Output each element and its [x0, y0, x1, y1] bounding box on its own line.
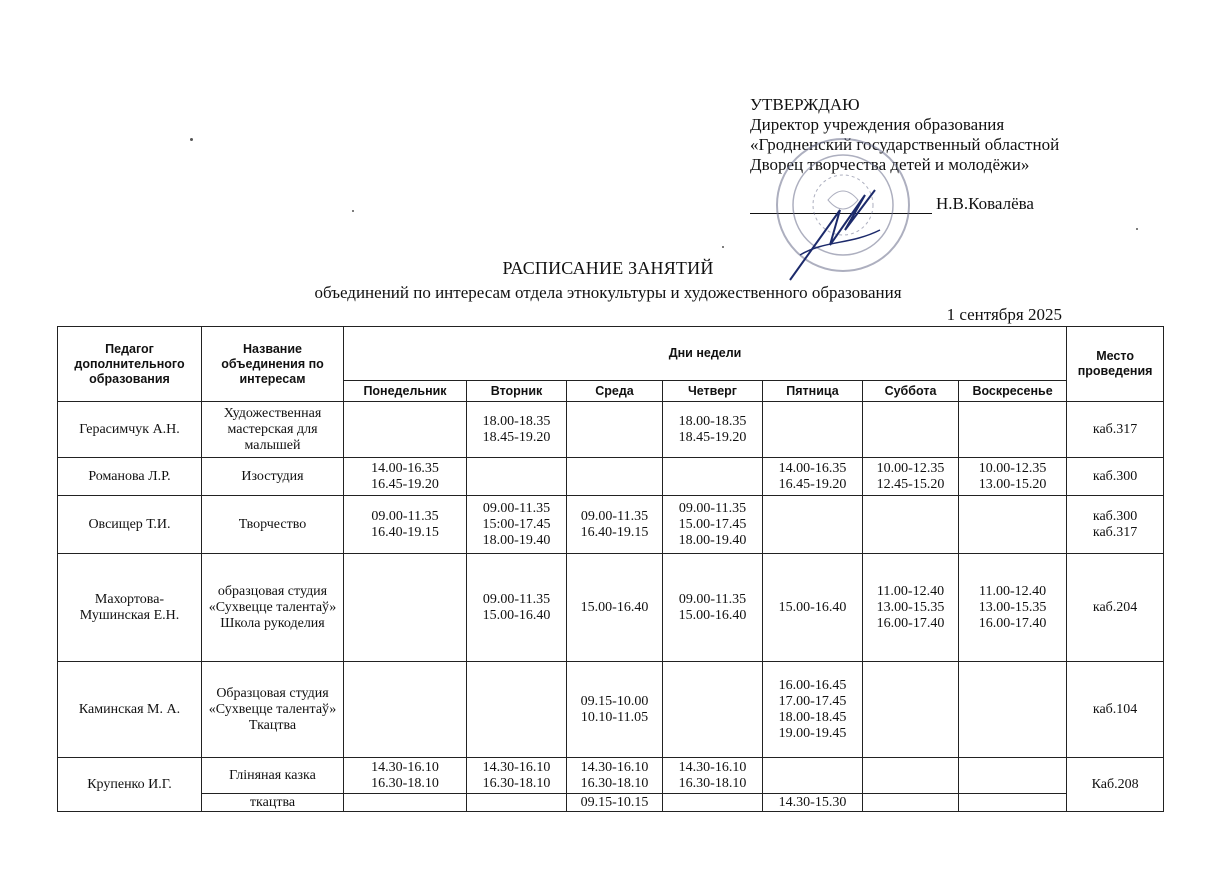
time-cell: 09.00-11.35 15:00-17.45 18.00-19.40 — [467, 496, 567, 554]
header-days: Дни недели — [344, 327, 1067, 381]
signature-line — [750, 197, 932, 214]
teacher-cell: Герасимчук А.Н. — [58, 402, 202, 458]
time-cell: 18.00-18.35 18.45-19.20 — [467, 402, 567, 458]
header-row — [58, 327, 1164, 381]
time-cell: 14.30-16.10 16.30-18.10 — [467, 758, 567, 794]
weekday-header: Четверг — [663, 381, 763, 402]
weekday-header: Пятница — [763, 381, 863, 402]
time-cell: 15.00-16.40 — [567, 554, 663, 662]
place-cell: каб.300 — [1067, 458, 1164, 496]
scan-speck — [722, 246, 724, 248]
time-cell: 09.00-11.35 15.00-17.45 18.00-19.40 — [663, 496, 763, 554]
time-cell — [467, 662, 567, 758]
table-row — [58, 402, 1164, 458]
teacher-cell: Крупенко И.Г. — [58, 758, 202, 812]
time-cell — [863, 662, 959, 758]
time-cell: 11.00-12.40 13.00-15.35 16.00-17.40 — [863, 554, 959, 662]
time-cell — [959, 662, 1067, 758]
schedule-table — [57, 326, 1164, 812]
group-cell: Образцовая студия «Сухвецце талентаў» Ткацтва — [202, 662, 344, 758]
group-cell: Гліняная казка — [202, 758, 344, 794]
time-cell — [863, 402, 959, 458]
signature-row — [750, 194, 1059, 214]
time-cell: 09.15-10.00 10.10-11.05 — [567, 662, 663, 758]
teacher-cell: Махортова-Мушинская Е.Н. — [58, 554, 202, 662]
time-cell — [863, 794, 959, 812]
weekday-header: Воскресенье — [959, 381, 1067, 402]
time-cell: 09.00-11.35 16.40-19.15 — [344, 496, 467, 554]
place-cell: каб.317 — [1067, 402, 1164, 458]
document-subtitle: объединений по интересам отдела этнокультуры и художественного образования — [314, 283, 902, 302]
teacher-cell: Овсищер Т.И. — [58, 496, 202, 554]
time-cell — [567, 402, 663, 458]
weekday-header: Вторник — [467, 381, 567, 402]
group-cell: Изостудия — [202, 458, 344, 496]
time-cell: 11.00-12.40 13.00-15.35 16.00-17.40 — [959, 554, 1067, 662]
table-row — [58, 662, 1164, 758]
time-cell — [663, 458, 763, 496]
approval-line-3: Дворец творчества детей и молодёжи» — [750, 155, 1030, 174]
time-cell — [467, 794, 567, 812]
time-cell: 18.00-18.35 18.45-19.20 — [663, 402, 763, 458]
time-cell: 10.00-12.35 13.00-15.20 — [959, 458, 1067, 496]
time-cell — [959, 496, 1067, 554]
time-cell: 09.00-11.35 15.00-16.40 — [663, 554, 763, 662]
time-cell: 09.00-11.35 15.00-16.40 — [467, 554, 567, 662]
time-cell: 10.00-12.35 12.45-15.20 — [863, 458, 959, 496]
table-row — [58, 496, 1164, 554]
scan-speck — [352, 210, 354, 212]
time-cell: 14.30-16.10 16.30-18.10 — [663, 758, 763, 794]
teacher-cell: Романова Л.Р. — [58, 458, 202, 496]
scan-speck — [1136, 228, 1138, 230]
place-cell: каб.204 — [1067, 554, 1164, 662]
time-cell — [663, 662, 763, 758]
time-cell — [567, 458, 663, 496]
group-cell: образцовая студия «Сухвецце талентаў» Школа рукоделия — [202, 554, 344, 662]
document-date: 1 сентября 2025 — [946, 305, 1062, 324]
signatory-name: Н.В.Ковалёва — [936, 194, 1034, 213]
group-cell: Творчество — [202, 496, 344, 554]
time-cell — [863, 758, 959, 794]
scan-speck — [190, 138, 193, 141]
time-cell: 14.00-16.35 16.45-19.20 — [344, 458, 467, 496]
group-cell: ткацтва — [202, 794, 344, 812]
weekday-header: Понедельник — [344, 381, 467, 402]
table-row — [58, 458, 1164, 496]
time-cell: 15.00-16.40 — [763, 554, 863, 662]
time-cell — [344, 794, 467, 812]
time-cell: 09.00-11.35 16.40-19.15 — [567, 496, 663, 554]
time-cell: 14.30-16.10 16.30-18.10 — [567, 758, 663, 794]
approval-line-2: «Гродненский государственный областной — [750, 135, 1060, 154]
time-cell — [467, 458, 567, 496]
schedule-body — [58, 402, 1164, 812]
group-cell: Художественная мастерская для малышей — [202, 402, 344, 458]
time-cell — [763, 758, 863, 794]
time-cell: 14.30-16.10 16.30-18.10 — [344, 758, 467, 794]
header-group: Название объединения по интересам — [202, 327, 344, 402]
time-cell: 14.30-15.30 — [763, 794, 863, 812]
time-cell — [344, 554, 467, 662]
time-cell — [763, 496, 863, 554]
header-place: Место проведения — [1067, 327, 1164, 402]
time-cell — [863, 496, 959, 554]
teacher-cell: Каминская М. А. — [58, 662, 202, 758]
time-cell — [959, 758, 1067, 794]
time-cell: 14.00-16.35 16.45-19.20 — [763, 458, 863, 496]
table-row — [58, 758, 1164, 794]
approval-block — [750, 95, 1059, 214]
time-cell: 09.15-10.15 — [567, 794, 663, 812]
time-cell — [663, 794, 763, 812]
approval-line-1: Директор учреждения образования — [750, 115, 1005, 134]
table-row — [58, 554, 1164, 662]
approval-heading: УТВЕРЖДАЮ — [750, 95, 860, 114]
time-cell — [763, 402, 863, 458]
time-cell — [959, 402, 1067, 458]
place-cell: каб.104 — [1067, 662, 1164, 758]
time-cell — [344, 402, 467, 458]
header-teacher: Педагог дополнительного образования — [58, 327, 202, 402]
time-cell — [344, 662, 467, 758]
weekday-header: Среда — [567, 381, 663, 402]
time-cell — [959, 794, 1067, 812]
place-cell: Каб.208 — [1067, 758, 1164, 812]
time-cell: 16.00-16.45 17.00-17.45 18.00-18.45 19.00-19.45 — [763, 662, 863, 758]
document-title: РАСПИСАНИЕ ЗАНЯТИЙ — [502, 258, 714, 278]
weekday-header: Суббота — [863, 381, 959, 402]
place-cell: каб.300 каб.317 — [1067, 496, 1164, 554]
table-row — [58, 794, 1164, 812]
